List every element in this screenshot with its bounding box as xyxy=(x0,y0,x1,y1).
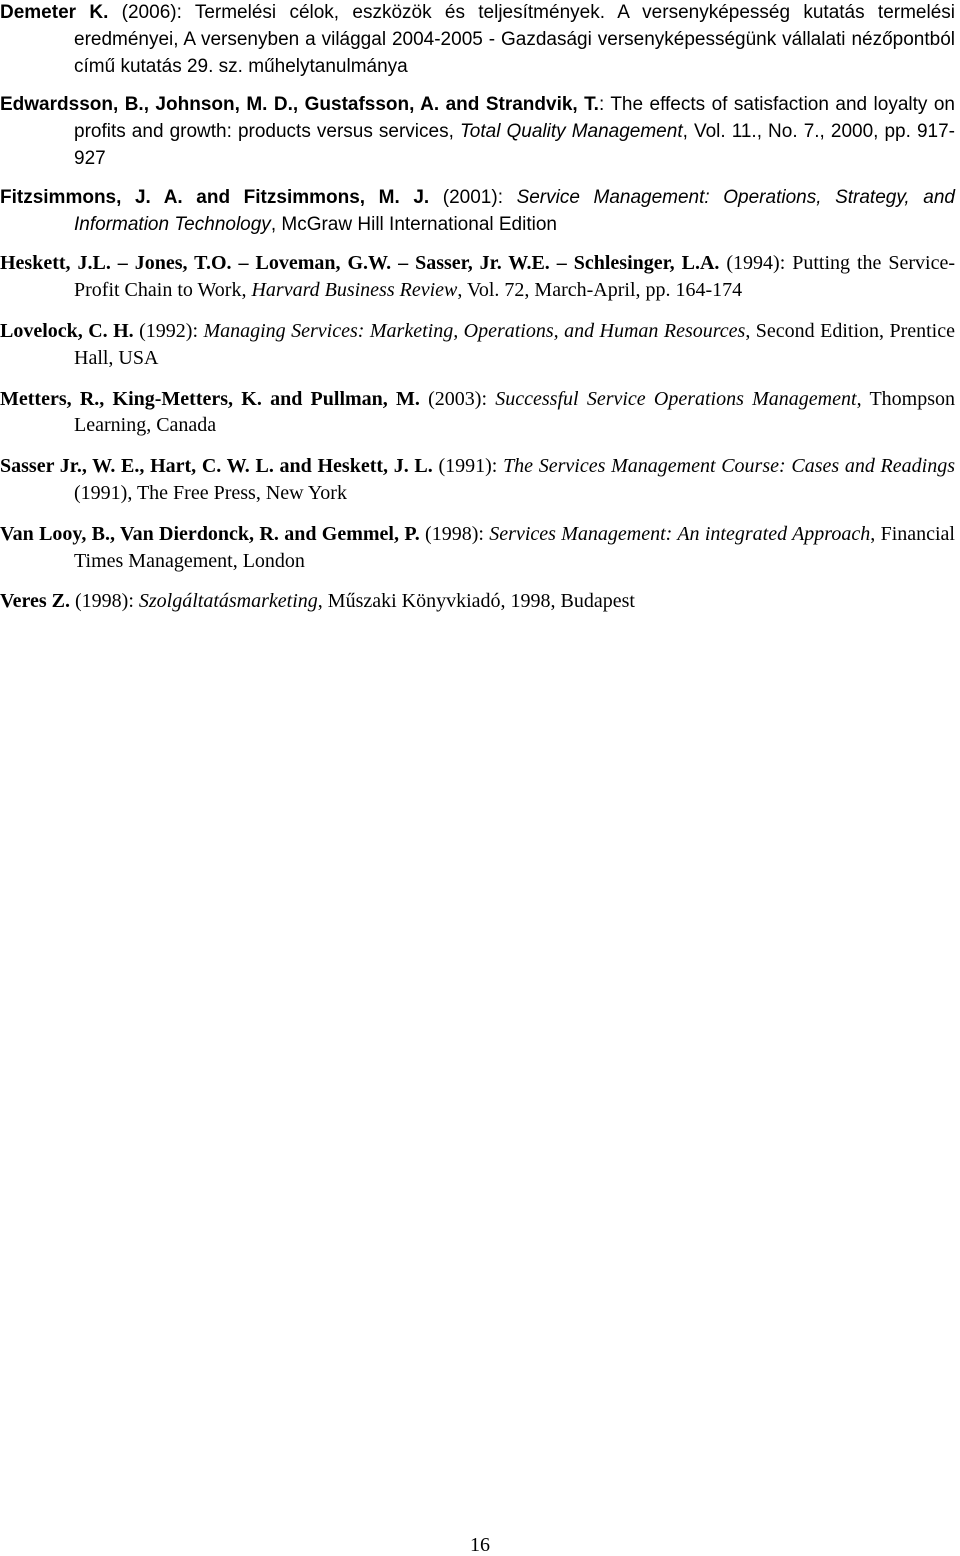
reference-publication-info: , Thompson Learning, Canada xyxy=(74,387,955,437)
reference-edwardsson xyxy=(0,92,955,172)
reference-title: Successful Service Operations Management xyxy=(495,387,857,410)
reference-details: (1994): Putting the Service-Profit Chain to Work, xyxy=(74,252,956,302)
reference-list xyxy=(0,0,955,615)
reference-publication-info: , Vol. 11., No. 7., 2000, pp. 917-927 xyxy=(74,121,955,169)
reference-authors: Lovelock, C. H. xyxy=(0,319,134,342)
reference-publication-info: (1991), The Free Press, New York xyxy=(74,481,347,504)
reference-title: Szolgáltatásmarketing xyxy=(138,590,318,613)
reference-details: : The effects of satisfaction and loyalty on profits and growth: products versus services, xyxy=(74,94,955,143)
reference-publication-info: , Second Edition, Prentice Hall, USA xyxy=(74,319,955,369)
reference-fitzsimmons xyxy=(0,185,955,239)
reference-publication-info: , Műszaki Könyvkiadó, 1998, Budapest xyxy=(317,590,635,613)
reference-year: (1992): xyxy=(133,319,204,342)
reference-title: Service Management: Operations, Strategy, and Information Technology xyxy=(74,186,955,235)
reference-year: (1991): xyxy=(432,455,504,478)
reference-title: Services Management: An integrated Approach xyxy=(489,522,871,545)
reference-sasser xyxy=(0,453,955,507)
reference-title: The Services Management Course: Cases and Readings xyxy=(503,455,955,478)
reference-van-looy xyxy=(0,521,955,575)
reference-year: (1998): xyxy=(419,522,490,545)
reference-publication-info: , Financial Times Management, London xyxy=(74,522,955,572)
page-number: 16 xyxy=(470,1534,490,1556)
reference-year: (1998): xyxy=(70,590,139,613)
reference-details: (2006): Termelési célok, eszközök és teljesítmények. A versenyképesség kutatás termelési eredményei, A versenyben a világgal 2004-2005 - Gazdasági versenyképességünk vállalati nézőpontból című kutatás 29. sz. műhelytanulmánya xyxy=(74,2,955,77)
reference-lovelock xyxy=(0,318,955,372)
reference-year: (2003): xyxy=(419,387,496,410)
reference-title: Managing Services: Marketing, Operations, and Human Resources xyxy=(203,319,746,342)
reference-authors: Metters, R., King-Metters, K. and Pullman, M. xyxy=(0,387,420,410)
reference-veres xyxy=(0,588,955,615)
reference-authors: Demeter K. xyxy=(0,2,109,23)
reference-journal: Total Quality Management xyxy=(459,121,683,143)
reference-metters xyxy=(0,386,955,440)
reference-heskett xyxy=(0,250,955,304)
reference-publication-info: , McGraw Hill International Edition xyxy=(270,213,557,235)
reference-authors: Heskett, J.L. – Jones, T.O. – Loveman, G.W. – Sasser, Jr. W.E. – Schlesinger, L.A. xyxy=(0,252,720,275)
reference-authors: Sasser Jr., W. E., Hart, C. W. L. and Heskett, J. L. xyxy=(0,455,433,478)
reference-publication-info: , Vol. 72, March-April, pp. 164-174 xyxy=(457,279,743,302)
reference-demeter xyxy=(0,0,955,80)
reference-year: (2001): xyxy=(429,186,517,208)
reference-authors: Edwardsson, B., Johnson, M. D., Gustafsson, A. and Strandvik, T. xyxy=(0,94,599,116)
reference-authors: Van Looy, B., Van Dierdonck, R. and Gemmel, P. xyxy=(0,522,420,545)
reference-authors: Fitzsimmons, J. A. and Fitzsimmons, M. J. xyxy=(0,186,430,208)
reference-authors: Veres Z. xyxy=(0,590,70,613)
reference-journal: Harvard Business Review xyxy=(251,279,458,302)
